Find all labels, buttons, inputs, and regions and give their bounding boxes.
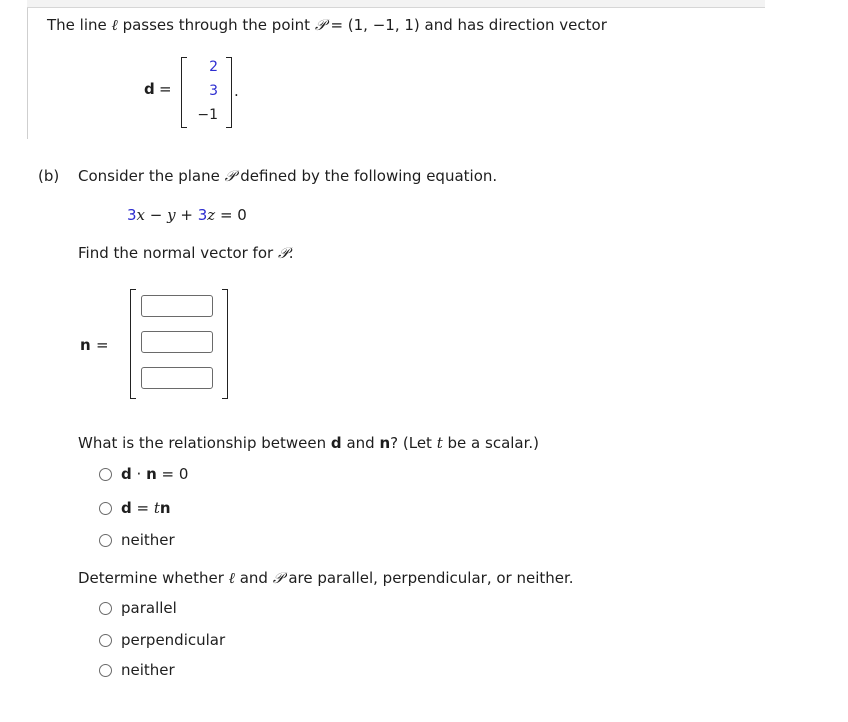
find-normal-text: Find the normal vector for <box>78 244 274 262</box>
option-d-dot-n-zero[interactable] <box>99 465 188 483</box>
d-equals: = <box>159 80 172 98</box>
q1-d: d <box>330 434 342 452</box>
relationship-question <box>78 434 539 452</box>
option-label: d · n = 0 <box>121 465 189 483</box>
option-label: d = tn <box>121 499 171 517</box>
n-label: n <box>80 336 91 354</box>
option-d-equals-tn[interactable] <box>99 499 171 517</box>
option-label: parallel <box>121 599 177 617</box>
option-perpendicular[interactable] <box>99 631 225 649</box>
option-label: neither <box>121 661 175 679</box>
top-divider-bar <box>27 0 765 8</box>
coef-x: 3 <box>127 206 137 224</box>
var-x: x <box>136 206 146 224</box>
line-symbol: ℓ <box>111 16 118 34</box>
line-symbol: ℓ <box>228 569 235 587</box>
radio-button[interactable] <box>99 602 112 615</box>
var-y: y <box>167 206 176 224</box>
q1-end: be a scalar.) <box>447 434 540 452</box>
find-normal-prompt <box>78 244 294 262</box>
normal-component-1-input[interactable] <box>141 295 213 317</box>
q2-suffix: are parallel, perpendicular, or neither. <box>288 569 574 587</box>
point-value: = (1, −1, 1) and has direction vector <box>330 16 607 34</box>
plane-equation <box>127 206 247 224</box>
radio-button[interactable] <box>99 634 112 647</box>
radio-button[interactable] <box>99 664 112 677</box>
d-label: d <box>144 80 155 98</box>
part-b-marker: (b) <box>38 167 60 185</box>
normal-component-3-input[interactable] <box>141 367 213 389</box>
radio-button[interactable] <box>99 468 112 481</box>
q2-prefix: Determine whether <box>78 569 224 587</box>
q1-and: and <box>346 434 375 452</box>
right-bracket <box>226 57 232 128</box>
plane-symbol: 𝒫 <box>224 167 236 185</box>
option-label: neither <box>121 531 175 549</box>
intro-sentence <box>47 16 607 35</box>
part-b-prompt <box>78 167 497 185</box>
option-label: perpendicular <box>121 631 226 649</box>
left-bracket <box>181 57 187 128</box>
normal-component-2-input[interactable] <box>141 331 213 353</box>
q1-t: t <box>436 434 443 452</box>
radio-button[interactable] <box>99 502 112 515</box>
intro-prefix: The line <box>47 16 107 34</box>
point-symbol: 𝒫 <box>314 16 326 34</box>
var-z: z <box>207 206 216 224</box>
q1-suffix: ? (Let <box>390 434 432 452</box>
period: . <box>288 244 294 262</box>
d-component-1: 2 <box>209 59 218 75</box>
d-component-2: 3 <box>209 83 218 99</box>
option-neither-relationship[interactable] <box>99 531 175 549</box>
q1-prefix: What is the relationship between <box>78 434 327 452</box>
plane-symbol: 𝒫 <box>277 244 289 262</box>
d-component-3: −1 <box>197 107 218 123</box>
coef-z: 3 <box>197 206 208 224</box>
option-neither-orientation[interactable] <box>99 661 175 679</box>
left-border-rule <box>27 8 28 139</box>
prompt-suffix: defined by the following equation. <box>240 167 498 185</box>
equation-rhs: = 0 <box>215 206 247 224</box>
prompt-prefix: Consider the plane <box>78 167 220 185</box>
parallel-question <box>78 569 574 588</box>
option-parallel[interactable] <box>99 599 177 617</box>
n-equals: = <box>96 336 109 354</box>
radio-button[interactable] <box>99 534 112 547</box>
left-bracket <box>130 289 136 399</box>
q1-n: n <box>379 434 391 452</box>
intro-middle: passes through the point <box>122 16 311 34</box>
op-plus: + <box>175 206 198 224</box>
op-minus: − <box>145 206 168 224</box>
right-bracket <box>222 289 228 399</box>
plane-symbol: 𝒫 <box>272 569 284 587</box>
q2-and: and <box>239 569 268 587</box>
d-period: . <box>234 82 239 100</box>
